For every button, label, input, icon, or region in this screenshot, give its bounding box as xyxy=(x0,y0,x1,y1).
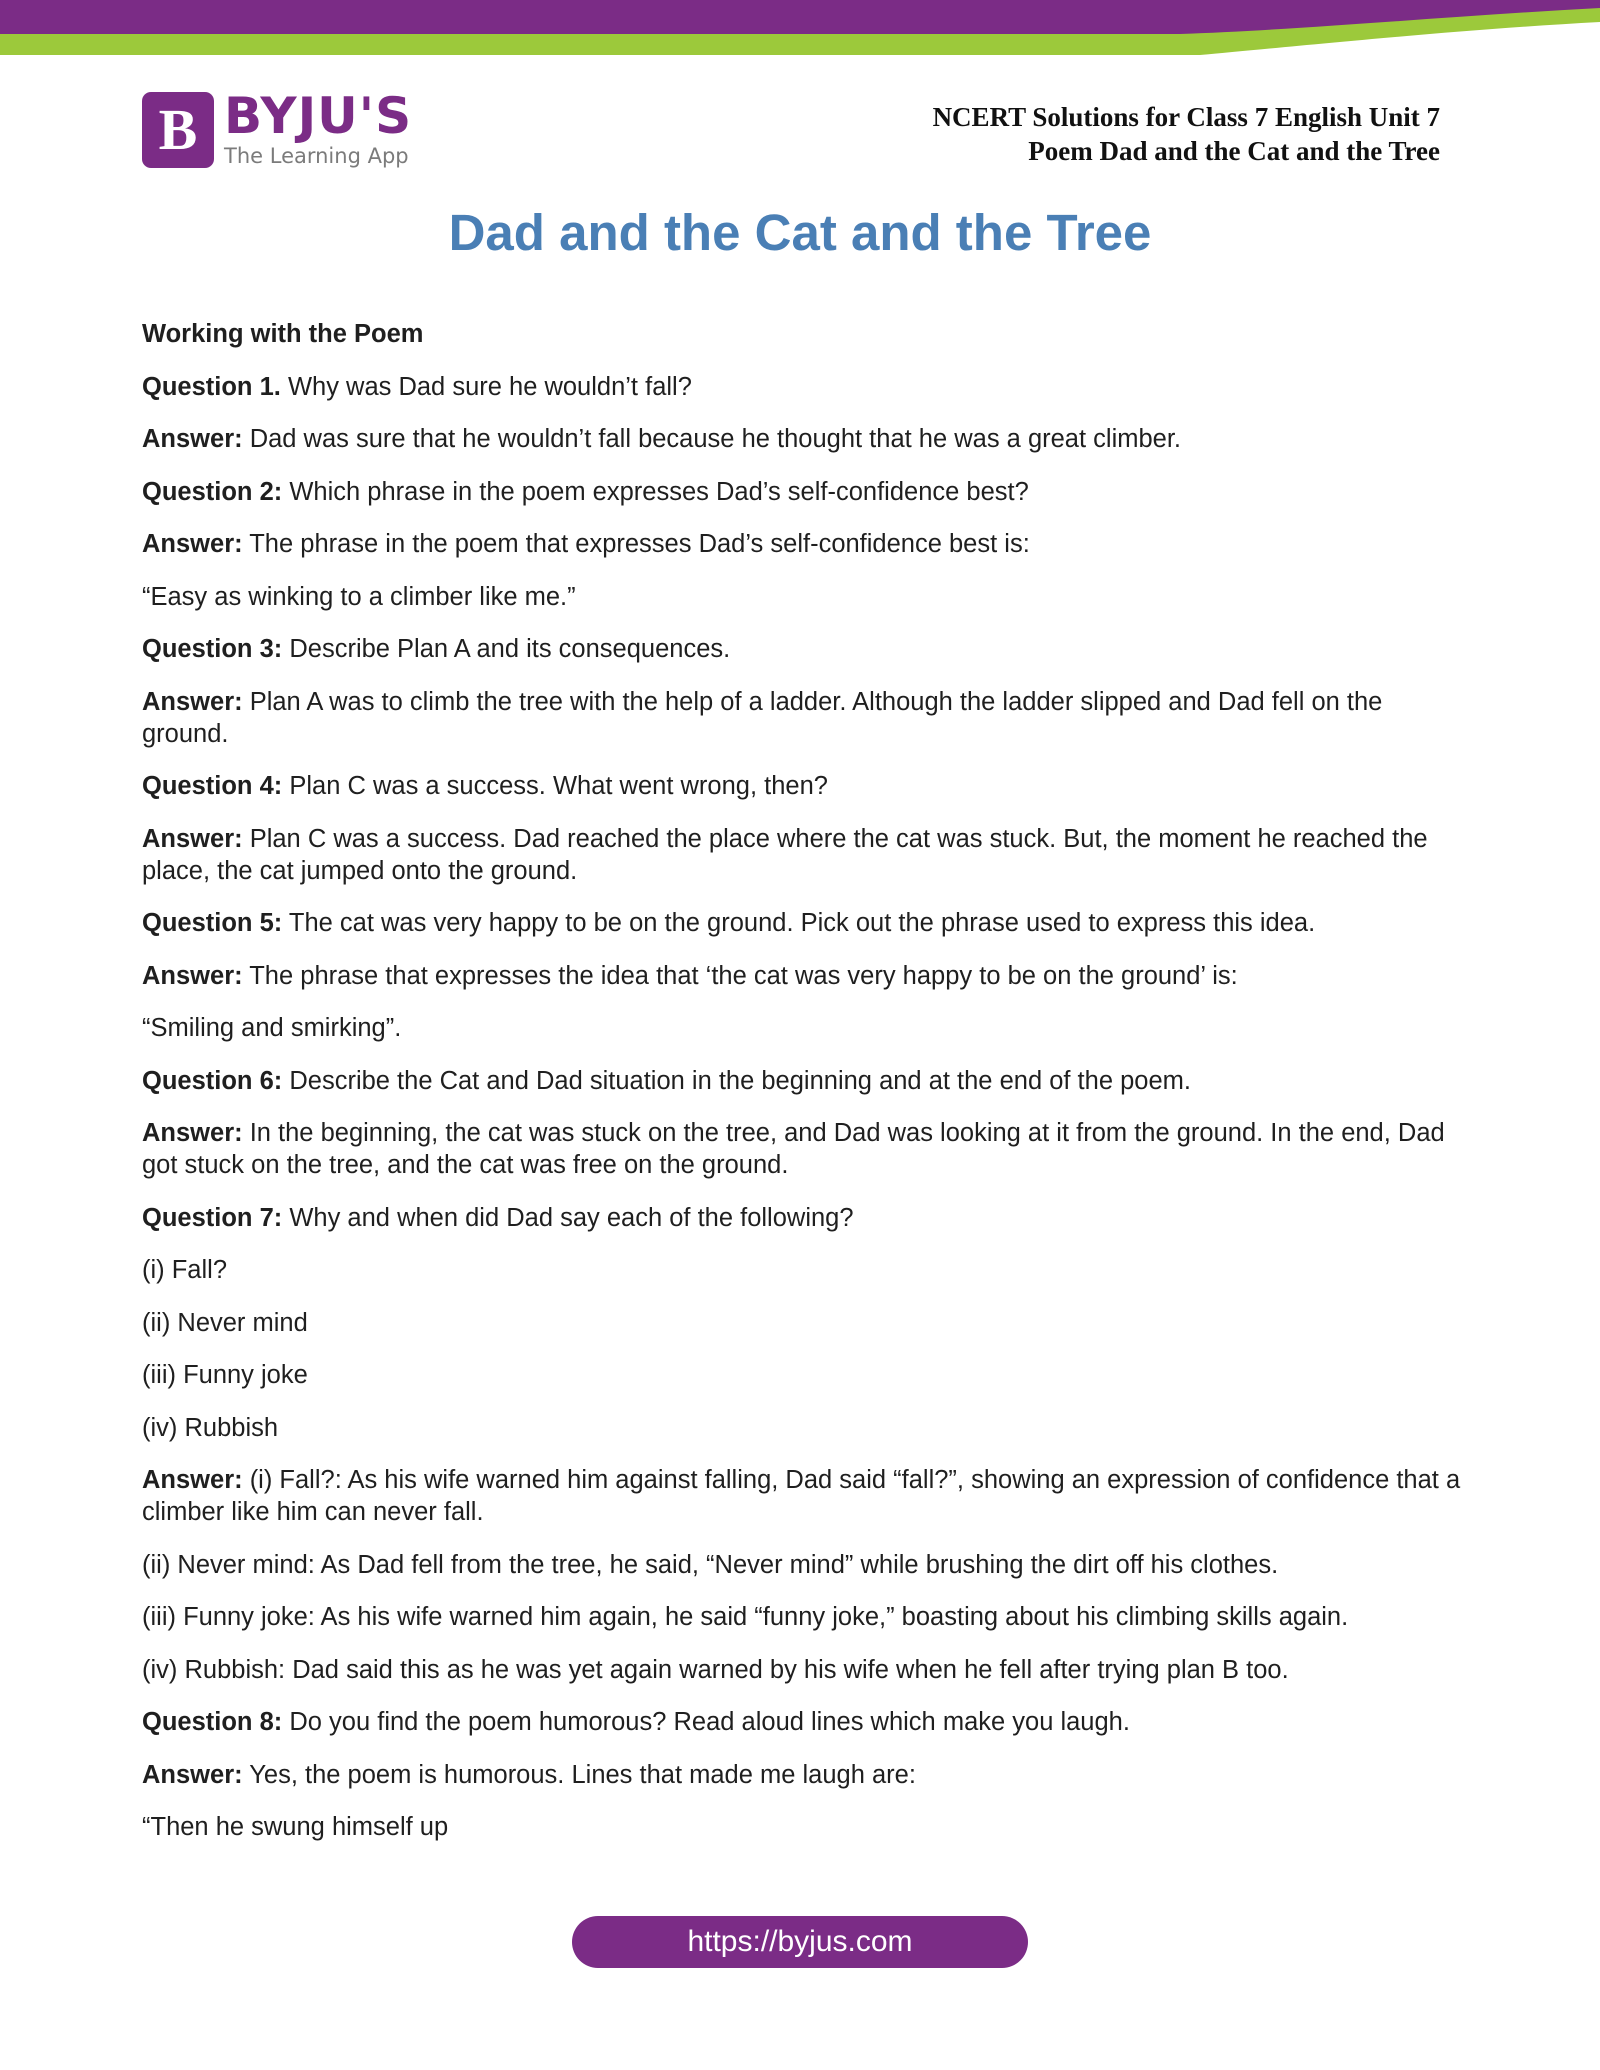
paragraph-label: Answer: xyxy=(142,1760,243,1789)
answer-paragraph xyxy=(142,423,1472,455)
paragraph-text: The phrase that expresses the idea that ‘the cat was very happy to be on the ground’ is: xyxy=(242,961,1238,990)
question-paragraph xyxy=(142,907,1472,939)
paragraph-label: Question 8: xyxy=(142,1708,283,1736)
paragraph-label: Answer: xyxy=(142,1466,243,1494)
paragraph-text: In the beginning, the cat was stuck on the tree, and Dad was looking at it from the ground. In the end, Dad got stuck on the tree, and the cat was free on the ground. xyxy=(142,1119,1445,1179)
question-paragraph xyxy=(142,770,1472,802)
paragraph-label: Question 6: xyxy=(142,1066,283,1095)
text-paragraph xyxy=(142,581,1472,613)
paragraph-label: Answer: xyxy=(142,824,243,853)
paragraph-text: The phrase in the poem that expresses Dad’s self-confidence best is: xyxy=(242,530,1030,558)
paragraph-label: Answer: xyxy=(142,1119,243,1147)
paragraph-label: Answer: xyxy=(142,425,243,453)
answer-paragraph xyxy=(142,686,1472,750)
question-paragraph xyxy=(142,1706,1472,1738)
paragraph-label: Question 5: xyxy=(142,909,283,937)
paragraph-text: (iii) Funny joke: As his wife warned him again, he said “funny joke,” boasting about his climbing skills again. xyxy=(142,1603,1349,1631)
footer-url-link[interactable]: https://byjus.com xyxy=(572,1916,1028,1968)
text-paragraph xyxy=(142,1359,1472,1391)
paragraph-text: The cat was very happy to be on the ground. Pick out the phrase used to express this idea. xyxy=(282,909,1316,937)
paragraph-text: Plan A was to climb the tree with the help of a ladder. Although the ladder slipped and Dad fell on the ground. xyxy=(142,687,1383,748)
answer-paragraph xyxy=(142,1464,1472,1528)
section-heading: Working with the Poem xyxy=(142,320,424,348)
question-paragraph xyxy=(142,476,1472,508)
text-paragraph xyxy=(142,1549,1472,1581)
brand-name: BYJU'S xyxy=(224,87,413,145)
answer-paragraph xyxy=(142,960,1472,992)
header-decorative-band xyxy=(0,0,1600,60)
question-paragraph xyxy=(142,1065,1472,1097)
question-paragraph xyxy=(142,633,1472,665)
paragraph-text: Describe the Cat and Dad situation in the beginning and at the end of the poem. xyxy=(282,1066,1191,1095)
paragraph-text: (ii) Never mind xyxy=(142,1308,308,1337)
paragraph-label: Answer: xyxy=(142,687,243,716)
paragraph-text: (ii) Never mind: As Dad fell from the tree, he said, “Never mind” while brushing the dirt off his clothes. xyxy=(142,1550,1279,1579)
text-paragraph xyxy=(142,1412,1472,1444)
answer-paragraph xyxy=(142,823,1472,887)
paragraph-text: “Then he swung himself up xyxy=(142,1813,449,1841)
question-paragraph xyxy=(142,1202,1472,1234)
logo-mark-icon: B xyxy=(142,92,214,168)
brand-tagline: The Learning App xyxy=(224,144,409,168)
header-line-2: Poem Dad and the Cat and the Tree xyxy=(1028,136,1440,166)
paragraph-label: Question 2: xyxy=(142,477,283,506)
paragraph-text: “Smiling and smirking”. xyxy=(142,1014,402,1042)
paragraph-label: Answer: xyxy=(142,530,243,558)
page-title: Dad and the Cat and the Tree xyxy=(448,204,1152,261)
text-paragraph xyxy=(142,1012,1472,1044)
answer-paragraph xyxy=(142,1759,1472,1791)
text-paragraph xyxy=(142,1254,1472,1286)
answer-paragraph xyxy=(142,1117,1472,1181)
header-line-1: NCERT Solutions for Class 7 English Unit 7 xyxy=(932,102,1440,132)
paragraph-label: Answer: xyxy=(142,961,243,990)
paragraph-text: (i) Fall? xyxy=(142,1256,228,1284)
paragraph-text: (iii) Funny joke xyxy=(142,1361,308,1389)
paragraph-text: (i) Fall?: As his wife warned him against falling, Dad said “fall?”, showing an expression of confidence that a climber like him can never fall. xyxy=(142,1466,1461,1526)
paragraph-text: Dad was sure that he wouldn’t fall because he thought that he was a great climber. xyxy=(242,425,1182,453)
text-paragraph xyxy=(142,1601,1472,1633)
answer-paragraph xyxy=(142,528,1472,560)
paragraph-text: (iv) Rubbish xyxy=(142,1413,279,1442)
qa-content xyxy=(142,318,1472,1864)
text-paragraph xyxy=(142,1811,1472,1843)
paragraph-text: Do you find the poem humorous? Read aloud lines which make you laugh. xyxy=(282,1708,1130,1736)
paragraph-text: Why was Dad sure he wouldn’t fall? xyxy=(280,372,692,401)
paragraph-text: (iv) Rubbish: Dad said this as he was yet again warned by his wife when he fell after trying plan B too. xyxy=(142,1655,1289,1684)
question-paragraph xyxy=(142,371,1472,403)
paragraph-text: Why and when did Dad say each of the following? xyxy=(282,1203,854,1232)
paragraph-text: Plan C was a success. What went wrong, then? xyxy=(282,772,828,800)
text-paragraph xyxy=(142,1654,1472,1686)
text-paragraph xyxy=(142,1307,1472,1339)
paragraph-label: Question 1. xyxy=(142,372,281,401)
paragraph-text: Which phrase in the poem expresses Dad’s self-confidence best? xyxy=(282,477,1029,506)
paragraph-label: Question 7: xyxy=(142,1203,283,1232)
document-header xyxy=(933,100,1440,168)
paragraph-text: Yes, the poem is humorous. Lines that made me laugh are: xyxy=(242,1760,916,1789)
paragraph-text: “Easy as winking to a climber like me.” xyxy=(142,582,576,611)
paragraph-text: Plan C was a success. Dad reached the place where the cat was stuck. But, the moment he reached the place, the cat jumped onto the ground. xyxy=(142,824,1428,885)
paragraph-label: Question 4: xyxy=(142,772,283,800)
paragraph-text: Describe Plan A and its consequences. xyxy=(282,635,731,663)
paragraph-label: Question 3: xyxy=(142,635,283,663)
byjus-logo xyxy=(142,87,413,169)
